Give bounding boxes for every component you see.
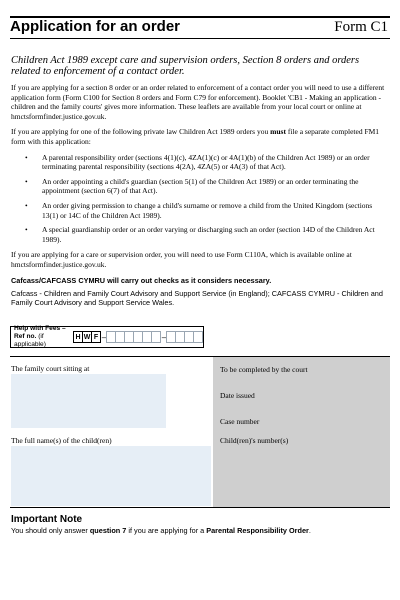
court-use-title: To be completed by the court — [220, 365, 308, 374]
paragraph-fm1: If you are applying for one of the following private law Children Act 1989 orders you must file a separate completed FM1 form with this application: — [11, 127, 380, 146]
important-note-heading: Important Note — [11, 514, 83, 525]
list-item: • An order giving permission to change a child's surname or remove a child from the United Kingdom (sections 13(1) or 14C of the Children Act 1989). — [25, 200, 373, 220]
dash-separator: – — [161, 332, 167, 342]
court-use-panel — [213, 357, 390, 507]
bullet-icon: • — [25, 200, 28, 210]
hwf-prefix-cell: F — [91, 331, 101, 343]
help-with-fees-label: Help with Fees – Ref no. (if applicable) — [14, 325, 66, 348]
children-names-input[interactable] — [11, 446, 211, 506]
help-with-fees-box — [10, 326, 204, 348]
bullet-icon: • — [25, 152, 28, 162]
children-names-label: The full name(s) of the child(ren) — [11, 436, 112, 445]
must-emphasis: must — [270, 127, 286, 137]
section-divider — [10, 507, 390, 508]
ref-digit-cell[interactable] — [193, 331, 203, 343]
intro-text: Children Act 1989 except care and supervision orders, Section 8 orders and orders related to enforcement of a contact order. — [11, 55, 360, 77]
ref-digit-cell[interactable] — [151, 331, 161, 343]
cafcass-text: Cafcass - Children and Family Court Advisory and Support Service (in England); CAFCASS CYMRU - Children and Family Court Advisory and Support Service Wales. — [11, 288, 383, 308]
form-id: Form C1 — [334, 19, 388, 35]
children-numbers-label: Child(ren)'s number(s) — [220, 436, 289, 445]
list-item: • An order appointing a child's guardian (section 5(1) of the Children Act 1989) or an order terminating the appointment (section 6(7) of that Act). — [25, 176, 359, 196]
paragraph-different-form: If you are applying for a section 8 order or an order related to enforcement of a contact order you will need to use a different application form (Form C100 for Section 8 orders and Form C79 for enforcement). Booklet 'CB1 - Making an application - children and the family courts' gives more information. These leaflets are available from your local court or online at hmctsformfinder.justice.gov.uk. — [11, 83, 385, 121]
important-note-text: You should only answer question 7 if you are applying for a Parental Responsibility Order. — [11, 526, 311, 535]
dash-separator: – — [101, 332, 107, 342]
form-title: Application for an order — [10, 18, 181, 35]
court-sitting-input[interactable] — [11, 374, 166, 428]
order-list — [11, 153, 389, 245]
list-item: • A parental responsibility order (sections 4(1)(c), 4ZA(1)(c) or 4A(1)(b) of the Children Act 1989) or an order terminating parental responsibility (sections 4(2A), 4ZA(5) or 4A(3) of that Act). — [25, 152, 370, 172]
cafcass-heading: Cafcass/CAFCASS CYMRU will carry out checks as it considers necessary. — [11, 275, 272, 285]
case-number-label: Case number — [220, 417, 260, 426]
bullet-icon: • — [25, 225, 28, 235]
date-issued-label: Date issued — [220, 391, 255, 400]
list-item: • A special guardianship order or an order varying or discharging such an order (section 14D of the Children Act 1989). — [25, 225, 375, 244]
hwf-prefix-cell: H — [73, 331, 83, 343]
bullet-icon: • — [25, 176, 28, 186]
help-with-fees-ref-input[interactable] — [74, 331, 203, 343]
guidance-section — [11, 55, 389, 308]
hwf-prefix-cell: W — [82, 331, 92, 343]
paragraph-care-order: If you are applying for a care or supervision order, you will need to use Form C110A, which is available online at hmctsformfinder.justice.gov.uk. — [11, 250, 352, 269]
court-label: The family court sitting at — [11, 364, 90, 373]
header-rule-bottom — [10, 38, 390, 39]
